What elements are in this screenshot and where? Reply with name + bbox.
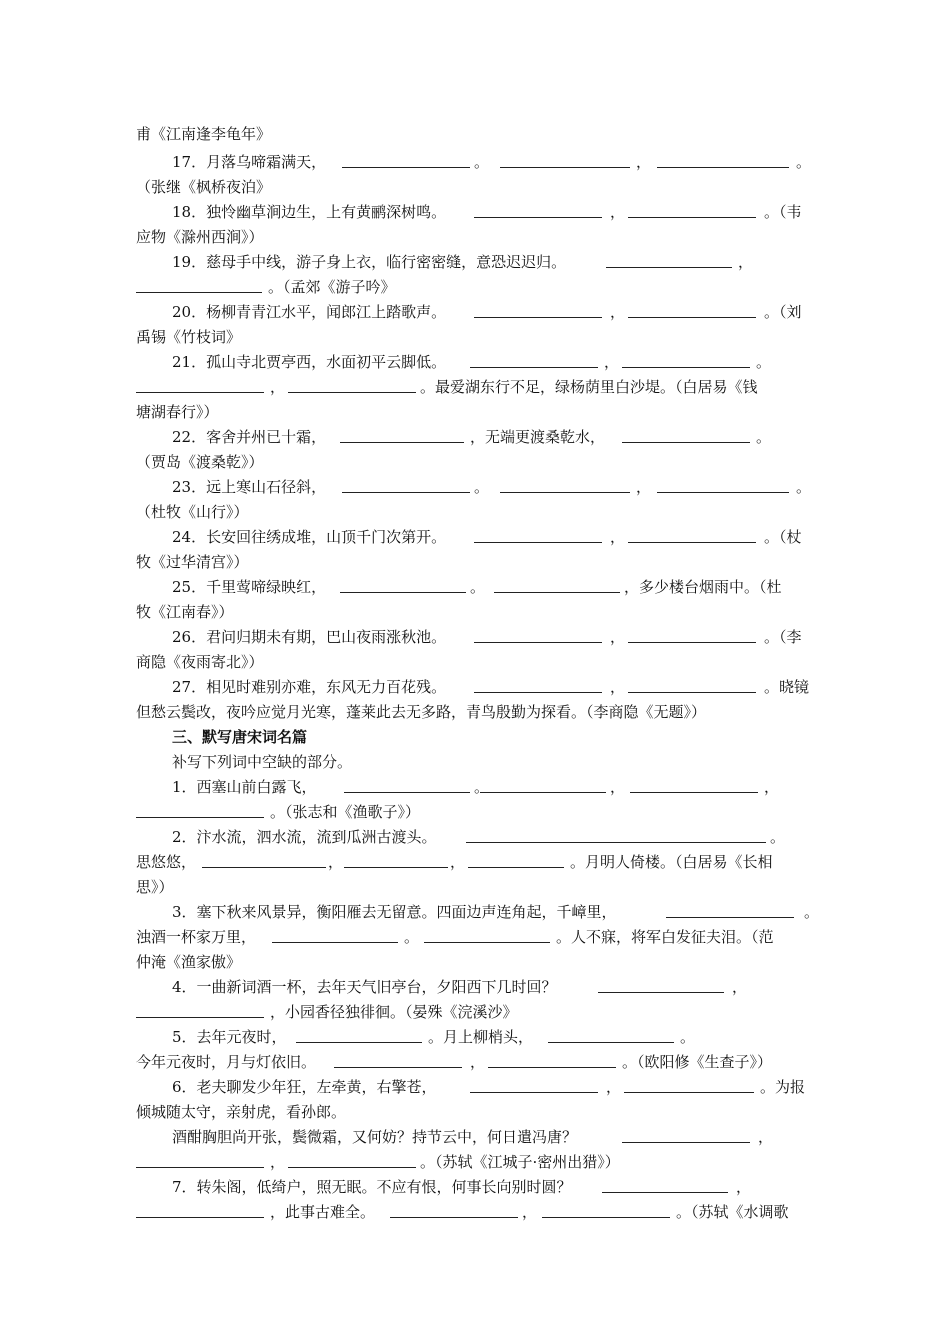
text: 思悠悠，	[136, 853, 197, 871]
answer-blank[interactable]	[500, 167, 630, 168]
answer-blank[interactable]	[628, 692, 756, 693]
text: 。月明人倚楼。（白居易《长相	[570, 853, 773, 871]
answer-blank[interactable]	[470, 1092, 598, 1093]
text: 商隐《夜雨寄北》）	[136, 653, 264, 671]
text: 。（杖	[764, 528, 802, 546]
text: 。	[756, 353, 772, 371]
answer-blank[interactable]	[340, 592, 466, 593]
text: 26．君问归期未有期，巴山夜雨涨秋池。	[172, 628, 447, 646]
text: 。	[474, 153, 490, 171]
instruction: 补写下列词中空缺的部分。	[172, 753, 353, 771]
answer-blank[interactable]	[657, 167, 789, 168]
answer-blank[interactable]	[488, 1067, 616, 1068]
answer-blank[interactable]	[474, 217, 602, 218]
text: 。（苏轼《水调歌	[676, 1203, 789, 1221]
text: 酒酣胸胆尚开张，鬓微霜，又何妨？持节云中，何日遣冯唐？	[172, 1128, 578, 1146]
answer-blank[interactable]	[288, 1167, 416, 1168]
text: 但愁云鬓改，夜吟应觉月光寒，蓬莱此去无多路，青鸟殷勤为探看。（李商隐《无题》）	[136, 703, 707, 721]
answer-blank[interactable]	[628, 542, 756, 543]
answer-blank[interactable]	[296, 1042, 422, 1043]
text: ，	[470, 1053, 486, 1071]
text: 。（苏轼《江城子·密州出猎》）	[420, 1153, 620, 1171]
text: 3．塞下秋来风景异，衡阳雁去无留意。四面边声连角起，千嶂里，	[172, 903, 617, 921]
text: 1．西塞山前白露飞，	[172, 778, 317, 796]
answer-blank[interactable]	[390, 1217, 518, 1218]
text: 禹锡《竹枝词》	[136, 328, 242, 346]
text: 19．慈母手中线，游子身上衣，临行密密缝，意恐迟迟归。	[172, 253, 567, 271]
text: 6．老夫聊发少年狂，左牵黄，右擎苍，	[172, 1078, 437, 1096]
answer-blank[interactable]	[630, 792, 758, 793]
text: ，	[610, 303, 626, 321]
answer-blank[interactable]	[466, 842, 766, 843]
text: ，此事古难全。	[270, 1203, 376, 1221]
text: 24．长安回往绣成堆，山顶千门次第开。	[172, 528, 447, 546]
text: 。	[474, 778, 490, 796]
text: 浊酒一杯家万里，	[136, 928, 257, 946]
text: 。	[770, 828, 786, 846]
text: 。（刘	[764, 303, 802, 321]
text: 牧《过华清宫》）	[136, 553, 249, 571]
answer-blank[interactable]	[480, 792, 606, 793]
answer-blank[interactable]	[657, 492, 789, 493]
text: （张继《枫桥夜泊》	[136, 178, 272, 196]
answer-blank[interactable]	[622, 442, 750, 443]
text: 。	[796, 153, 812, 171]
answer-blank[interactable]	[548, 1042, 674, 1043]
text: ，	[764, 778, 780, 796]
text: ，	[758, 1128, 774, 1146]
answer-blank[interactable]	[202, 867, 326, 868]
text: 21．孤山寺北贾亭西，水面初平云脚低。	[172, 353, 447, 371]
text: ，	[522, 1203, 538, 1221]
text: 25．千里莺啼绿映红，	[172, 578, 327, 596]
text: ，	[610, 628, 626, 646]
answer-blank[interactable]	[136, 392, 264, 393]
text: 。（孟郊《游子吟》	[268, 278, 396, 296]
text: 。人不寐，将军白发征夫泪。（范	[556, 928, 774, 946]
answer-blank[interactable]	[666, 917, 794, 918]
text: ，	[610, 778, 626, 796]
text: 7．转朱阁，低绮户，照无眠。不应有恨，何事长向别时圆？	[172, 1178, 572, 1196]
text: 5．去年元夜时，	[172, 1028, 287, 1046]
text: 4．一曲新词酒一杯，去年天气旧亭台，夕阳西下几时回？	[172, 978, 557, 996]
answer-blank[interactable]	[622, 367, 750, 368]
text: ，	[270, 378, 286, 396]
text: 塘湖春行》）	[136, 403, 219, 421]
text: ，多少楼台烟雨中。（杜	[624, 578, 782, 596]
section-title: 三、默写唐宋词名篇	[172, 728, 308, 746]
answer-blank[interactable]	[622, 1142, 750, 1143]
answer-blank[interactable]	[136, 1167, 264, 1168]
answer-blank[interactable]	[474, 692, 602, 693]
text: ，	[610, 203, 626, 221]
answer-blank[interactable]	[344, 792, 470, 793]
text: 18．独怜幽草涧边生，上有黄鹂深树鸣。	[172, 203, 447, 221]
answer-blank[interactable]	[288, 392, 416, 393]
answer-blank[interactable]	[474, 542, 602, 543]
answer-blank[interactable]	[624, 1092, 754, 1093]
text: 17．月落乌啼霜满天，	[172, 153, 327, 171]
text: 。（欧阳修《生查子》）	[622, 1053, 773, 1071]
answer-blank[interactable]	[272, 942, 398, 943]
text: ，无端更渡桑乾水，	[470, 428, 606, 446]
text: 仲淹《渔家傲》	[136, 953, 242, 971]
text: 。	[804, 903, 820, 921]
text: ，	[738, 253, 754, 271]
text: ，	[636, 478, 652, 496]
text: 甫《江南逢李龟年》	[136, 125, 272, 143]
answer-blank[interactable]	[598, 992, 724, 993]
text: 。	[680, 1028, 696, 1046]
text: ，	[604, 353, 620, 371]
text: 23．远上寒山石径斜，	[172, 478, 327, 496]
answer-blank[interactable]	[494, 592, 620, 593]
text: 27．相见时难别亦难，东风无力百花残。	[172, 678, 447, 696]
answer-blank[interactable]	[334, 1067, 462, 1068]
text: 。（张志和《渔歌子》）	[270, 803, 421, 821]
answer-blank[interactable]	[606, 267, 732, 268]
text: 。月上柳梢头，	[428, 1028, 534, 1046]
text: ，	[736, 1178, 752, 1196]
text: ，小园香径独徘徊。（晏殊《浣溪沙》	[270, 1003, 518, 1021]
answer-blank[interactable]	[136, 292, 262, 293]
answer-blank[interactable]	[474, 642, 602, 643]
answer-blank[interactable]	[340, 442, 464, 443]
answer-blank[interactable]	[542, 1217, 670, 1218]
answer-blank[interactable]	[628, 217, 756, 218]
answer-blank[interactable]	[344, 867, 448, 868]
text: 。	[474, 478, 490, 496]
text: ，	[606, 1078, 622, 1096]
answer-blank[interactable]	[602, 1192, 728, 1193]
answer-blank[interactable]	[628, 642, 756, 643]
answer-blank[interactable]	[424, 942, 550, 943]
answer-blank[interactable]	[342, 167, 470, 168]
text: ，	[610, 528, 626, 546]
text: 今年元夜时，月与灯依旧。	[136, 1053, 317, 1071]
text: 。	[796, 478, 812, 496]
text: ，	[610, 678, 626, 696]
text: 20．杨柳青青江水平，闻郎江上踏歌声。	[172, 303, 447, 321]
answer-blank[interactable]	[474, 317, 602, 318]
answer-blank[interactable]	[342, 492, 470, 493]
text: 。	[470, 578, 486, 596]
answer-blank[interactable]	[470, 367, 598, 368]
text: ，	[636, 153, 652, 171]
answer-blank[interactable]	[136, 817, 264, 818]
text: 。（韦	[764, 203, 802, 221]
text: 倾城随太守，亲射虎，看孙郎。	[136, 1103, 347, 1121]
text: 。（李	[764, 628, 802, 646]
text: （贾岛《渡桑乾》）	[136, 453, 264, 471]
text: ，	[270, 1153, 286, 1171]
text: 2．汴水流，泗水流，流到瓜洲古渡头。	[172, 828, 437, 846]
text: 。	[404, 928, 420, 946]
text: 。	[756, 428, 772, 446]
text: ，	[450, 853, 466, 871]
text: 22．客舍并州已十霜，	[172, 428, 327, 446]
answer-blank[interactable]	[136, 1217, 264, 1218]
text: 牧《江南春》）	[136, 603, 234, 621]
answer-blank[interactable]	[468, 867, 564, 868]
text: 思》）	[136, 878, 174, 896]
text: 应物《滁州西涧》）	[136, 228, 264, 246]
answer-blank[interactable]	[628, 317, 756, 318]
text: 。为报	[760, 1078, 806, 1096]
text: ，	[328, 853, 344, 871]
text: （杜牧《山行》）	[136, 503, 249, 521]
text: 。最爱湖东行不足，绿杨荫里白沙堤。（白居易《钱	[420, 378, 758, 396]
answer-blank[interactable]	[500, 492, 630, 493]
text: 。晓镜	[764, 678, 810, 696]
text: ，	[732, 978, 748, 996]
answer-blank[interactable]	[136, 1017, 264, 1018]
